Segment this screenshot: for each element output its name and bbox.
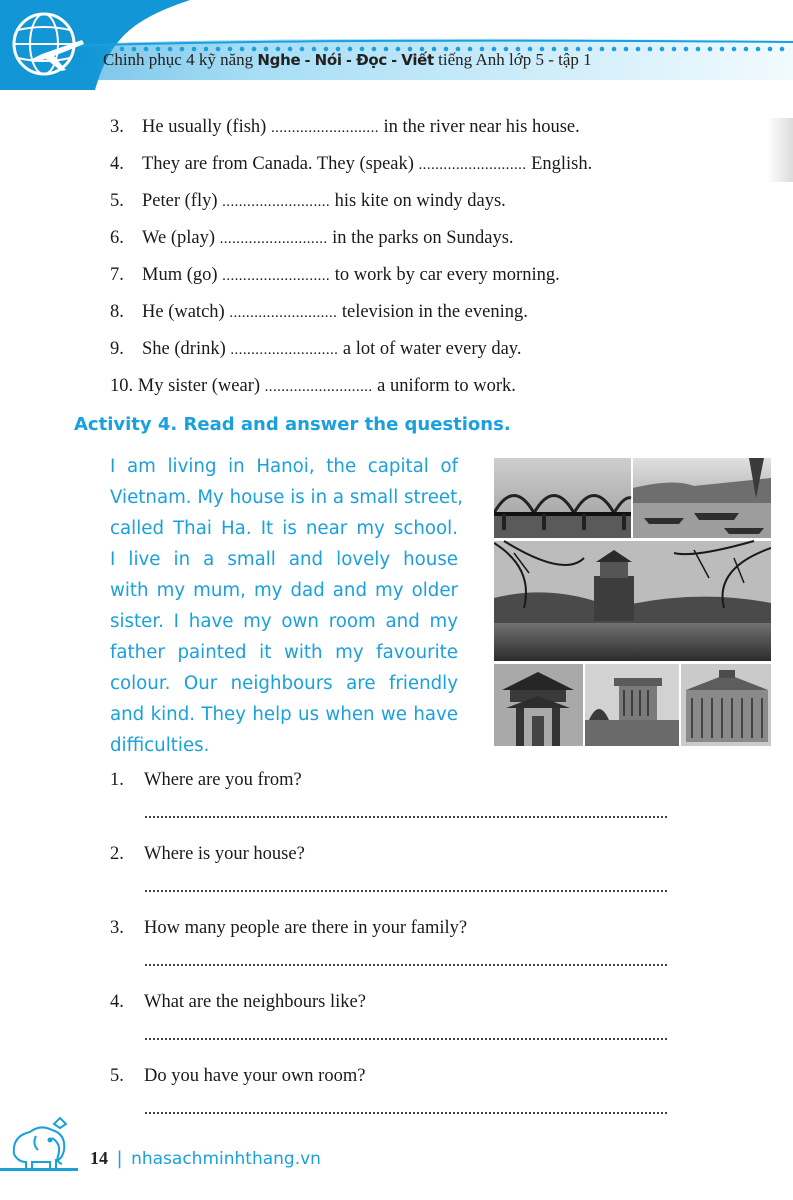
answer-line[interactable] [145, 1038, 667, 1040]
item-rest: English. [531, 154, 593, 174]
answer-line[interactable] [145, 816, 667, 818]
title-dash: - [391, 53, 398, 69]
answer-line[interactable] [145, 964, 667, 966]
item-number: 3. [110, 117, 124, 137]
temple-gate-photo [494, 664, 583, 746]
item-prompt: We (play) [142, 228, 215, 248]
title-dash: - [346, 53, 352, 69]
item-rest: a lot of water every day. [342, 339, 522, 359]
question-item [110, 914, 467, 988]
reading-line: and kind. They help us when we have [110, 704, 458, 725]
river-photo [633, 458, 771, 538]
item-rest: to work by car every morning. [334, 265, 560, 285]
answer-blank[interactable]: .......................... [229, 305, 338, 321]
question-text [110, 840, 467, 868]
title-suffix: tiếng Anh lớp 5 - tập 1 [438, 50, 592, 69]
reading-line: I am living in Hanoi, the capital of [110, 456, 458, 477]
publisher-site: nhasachminhthang.vn [131, 1149, 321, 1169]
globe-plane-icon [4, 4, 88, 88]
hanoi-photo-collage [494, 458, 771, 746]
question-item [110, 1062, 467, 1136]
question-prompt: How many people are there in your family? [144, 918, 468, 938]
item-rest: television in the evening. [341, 302, 528, 322]
exercise-list [110, 113, 592, 409]
exercise-item [110, 113, 592, 150]
question-number: 1. [110, 770, 124, 790]
answer-blank[interactable]: .......................... [222, 194, 331, 210]
item-rest: in the parks on Sundays. [332, 228, 514, 248]
footer-separator: | [116, 1148, 123, 1169]
lake-tower-photo [494, 541, 771, 661]
reading-line: father painted it with my favourite [110, 642, 458, 663]
item-prompt: She (drink) [142, 339, 226, 359]
item-prompt: They are from Canada. They (speak) [142, 154, 414, 174]
exercise-item [110, 298, 592, 335]
item-number: 10. [110, 376, 134, 396]
item-number: 7. [110, 265, 124, 285]
question-list [110, 766, 467, 1136]
item-rest: his kite on windy days. [334, 191, 506, 211]
question-prompt: Where is your house? [144, 844, 305, 864]
question-item [110, 988, 467, 1062]
exercise-item [110, 261, 592, 298]
reading-passage [110, 451, 464, 761]
item-number: 6. [110, 228, 124, 248]
footer-accent-line [0, 1168, 78, 1171]
question-text [110, 988, 467, 1016]
reading-line: difficulties. [110, 735, 210, 756]
exercise-item [110, 224, 592, 261]
item-number: 8. [110, 302, 124, 322]
reading-line: colour. Our neighbours are friendly [110, 673, 458, 694]
answer-blank[interactable]: .......................... [222, 268, 331, 284]
answer-blank[interactable]: .......................... [230, 342, 339, 358]
question-prompt: What are the neighbours like? [144, 992, 366, 1012]
question-item [110, 766, 467, 840]
title-prefix: Chinh phục 4 kỹ năng [103, 50, 254, 69]
reading-line: with my mum, my dad and my older [110, 580, 458, 601]
answer-blank[interactable]: .......................... [270, 120, 379, 136]
item-prompt: Mum (go) [142, 265, 218, 285]
item-prompt: My sister (wear) [137, 376, 261, 396]
item-number: 9. [110, 339, 124, 359]
skill-listen: Nghe [257, 51, 301, 69]
question-number: 5. [110, 1066, 124, 1086]
question-number: 4. [110, 992, 124, 1012]
opera-house-photo [681, 664, 771, 746]
title-dash: - [304, 53, 311, 69]
question-text [110, 766, 467, 794]
item-prompt: Peter (fly) [142, 191, 218, 211]
answer-blank[interactable]: .......................... [264, 379, 373, 395]
exercise-item [110, 372, 592, 409]
book-title [103, 50, 592, 76]
reading-line: I live in a small and lovely house [110, 549, 458, 570]
answer-line[interactable] [145, 1112, 667, 1114]
reading-line: sister. I have my own room and my [110, 611, 458, 632]
item-number: 4. [110, 154, 124, 174]
question-item [110, 840, 467, 914]
skill-read: Đọc [356, 51, 387, 69]
item-rest: a uniform to work. [377, 376, 516, 396]
exercise-item [110, 187, 592, 224]
skill-speak: Nói [314, 51, 342, 69]
page-footer [90, 1148, 321, 1169]
question-text [110, 914, 467, 942]
item-number: 5. [110, 191, 124, 211]
mausoleum-photo [585, 664, 679, 746]
item-prompt: He usually (fish) [142, 117, 267, 137]
reading-line: Vietnam. My house is in a small street, [110, 487, 464, 508]
answer-line[interactable] [145, 890, 667, 892]
answer-blank[interactable]: .......................... [418, 157, 527, 173]
page-edge-shadow [767, 118, 793, 182]
reading-line: called Thai Ha. It is near my school. [110, 518, 458, 539]
question-prompt: Do you have your own room? [144, 1066, 366, 1086]
question-text [110, 1062, 467, 1090]
activity-heading: Activity 4. Read and answer the questions. [74, 414, 511, 435]
exercise-item [110, 150, 592, 187]
item-prompt: He (watch) [142, 302, 225, 322]
question-prompt: Where are you from? [144, 770, 302, 790]
question-number: 3. [110, 918, 124, 938]
exercise-item [110, 335, 592, 372]
bridge-photo [494, 458, 631, 538]
answer-blank[interactable]: .......................... [219, 231, 328, 247]
page-number: 14 [90, 1148, 108, 1168]
item-rest: in the river near his house. [383, 117, 580, 137]
question-number: 2. [110, 844, 124, 864]
skill-write: Viết [401, 51, 434, 69]
elephant-mascot-icon [6, 1114, 74, 1176]
